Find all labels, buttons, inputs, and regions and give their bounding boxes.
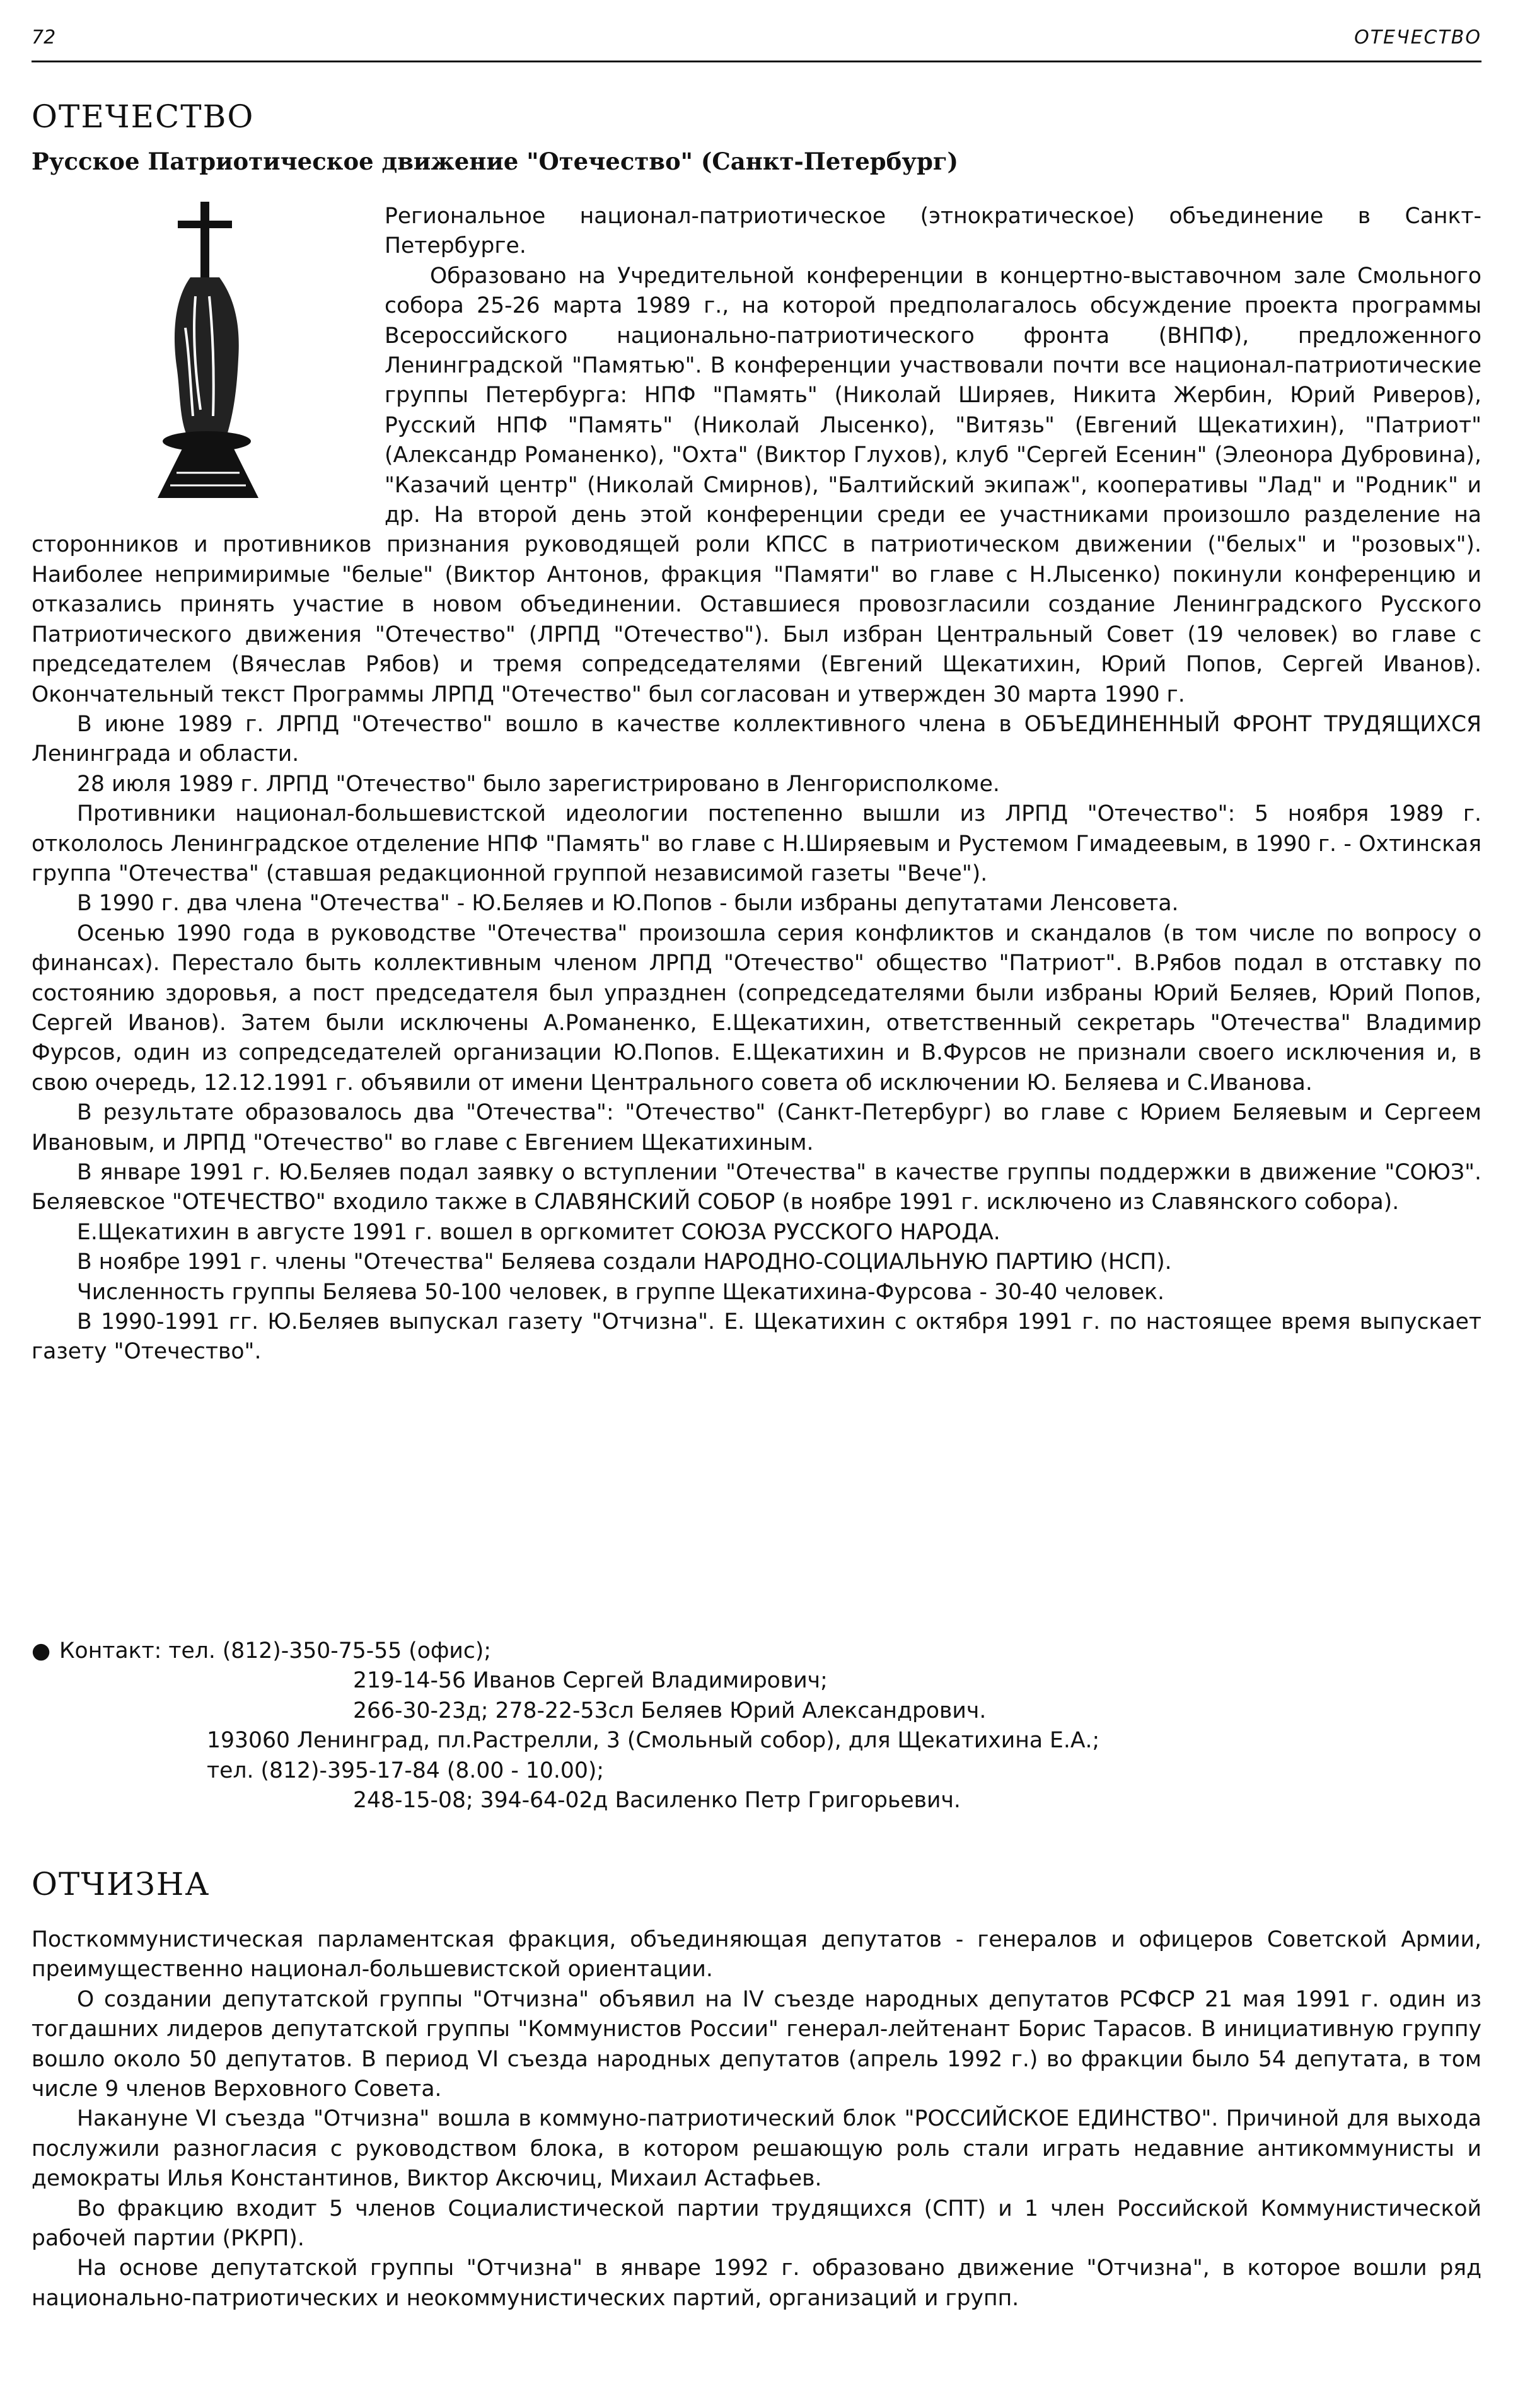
paragraph: Осенью 1990 года в руководстве "Отечества" произошла серия конфликтов и скандалов (в том числе по вопросу о финансах). Перестало быть коллективным членом ЛРПД "Отечество" общество "Патриот". В.Рябов подал в отставку по состоянию здоровья, а пост председателя был упразднен (сопредседателями были избраны Юрий Беляев, Юрий Попов, Сергей Иванов). Затем были исключены А.Романенко, Е.Щекатихин, ответственный секретарь "Отечества" Владимир Фурсов, один из сопредседателей организации Ю.Попов. Е.Щекатихин и В.Фурсов не признали своего исключения и, в свою очередь, 12.12.1991 г. объявили от имени Центрального совета об исключении Ю. Беляева и С.Иванова. bbox=[32, 920, 1481, 1096]
paragraph: В результате образовалось два "Отечества": "Отечество" (Санкт-Петербург) во главе с Юрием Беляевым и Сергеем Ивановым, и ЛРПД "Отечество" во главе с Евгением Щекатихиным. bbox=[32, 1100, 1481, 1155]
running-title: ОТЕЧЕСТВО bbox=[1354, 26, 1481, 49]
running-header bbox=[32, 23, 1481, 62]
contact-block bbox=[32, 1636, 1481, 1815]
paragraph: Противники национал-большевистской идеологии постепенно вышли из ЛРПД "Отечество": 5 ноября 1989 г. откололось Ленинградское отделение НПФ "Память" во главе с Н.Ширяевым и Рустемом Гимадеевым, в 1990 г. - Охтинская группа "Отечества" (ставшая редакционной группой независимой газеты "Вече"). bbox=[32, 801, 1481, 886]
paragraph: Численность группы Беляева 50-100 человек, в группе Щекатихина-Фурсова - 30-40 человек. bbox=[77, 1279, 1164, 1305]
article-title-otchizna: ОТЧИЗНА bbox=[32, 1866, 211, 1902]
bullet-icon: ● bbox=[32, 1638, 51, 1664]
page-number: 72 bbox=[32, 26, 56, 49]
paragraph: На основе депутатской группы "Отчизна" в январе 1992 г. образовано движение "Отчизна", в которое вошли ряд национально-патриотических и неокоммунистических партий, организаций и групп. bbox=[32, 2255, 1481, 2311]
paragraph: В январе 1991 г. Ю.Беляев подал заявку о вступлении "Отечества" в качестве группы поддержки в движение "СОЮЗ". Беляевское "ОТЕЧЕСТВО" входило также в СЛАВЯНСКИЙ СОБОР (в ноябре 1991 г. исключено из Славянского собора). bbox=[32, 1160, 1481, 1215]
contact-line: 248-15-08; 394-64-02д Василенко Петр Григорьевич. bbox=[353, 1787, 961, 1813]
article-body-otchizna bbox=[32, 1925, 1481, 2313]
article-title-otechestvo: ОТЕЧЕСТВО bbox=[32, 98, 255, 135]
paragraph: Е.Щекатихин в августе 1991 г. вошел в оргкомитет СОЮЗА РУССКОГО НАРОДА. bbox=[77, 1219, 1000, 1245]
contact-line: 219-14-56 Иванов Сергей Владимирович; bbox=[353, 1668, 828, 1694]
paragraph: В ноябре 1991 г. члены "Отечества" Беляева создали НАРОДНО-СОЦИАЛЬНУЮ ПАРТИЮ (НСП). bbox=[77, 1249, 1172, 1275]
paragraph: Образовано на Учредительной конференции в концертно-выставочном зале Смольного собора 25-26 марта 1989 г., на которой предполагалось обсуждение проекта программы Всероссийского национально-патриотического фронта (ВНПФ), предложенного Ленинградской "Памятью". В конференции участвовали почти все национал-патриотические группы Петербурга: НПФ "Память" (Николай Ширяев, Никита Жербин, Юрий Риверов), Русский НПФ "Память" (Николай Лысенко), "Витязь" (Евгений Щекатихин), "Патриот" (Александр Романенко), "Охта" (Виктор Глухов), клуб "Сергей Есенин" (Элеонора Дубровина), "Казачий центр" (Николай Смирнов), "Балтийский экипаж", кооперативы "Лад" и "Родник" и др. На второй день этой конференции среди ее участниками произошло разделение на сторонников и противников признания руководящей роли КПСС в патриотическом движении ("белых" и "розовых"). Наиболее непримиримые "белые" (Виктор Антонов, фракция "Памяти" во главе с Н.Лысенко) покинули конференцию и отказались принять участие в новом объединении. Оставшиеся провозгласили создание Ленинградского Русского Патриотического движения "Отечество" (ЛРПД "Отечество"). Был избран Центральный Совет (19 человек) во главе с председателем (Вячеслав Рябов) и тремя сопредседателями (Евгений Щекатихин, Юрий Попов, Сергей Иванов). Окончательный текст Программы ЛРПД "Отечество" был согласован и утвержден 30 марта 1990 г. bbox=[32, 263, 1481, 707]
paragraph: Накануне VI съезда "Отчизна" вошла в коммуно-патриотический блок "РОССИЙСКОЕ ЕДИНСТВО". Причиной для выхода послужили разногласия с руководством блока, в котором решающую роль стали играть недавние антикоммунисты и демократы Илья Константинов, Виктор Аксючиц, Михаил Астафьев. bbox=[32, 2106, 1481, 2192]
contact-line: 193060 Ленинград, пл.Растрелли, 3 (Смольный собор), для Щекатихина Е.А.; bbox=[207, 1728, 1100, 1754]
paragraph: Региональное национал-патриотическое (этнократическое) объединение в Санкт-Петербурге. bbox=[385, 204, 1481, 259]
emblem-spacer bbox=[32, 202, 385, 530]
paragraph: 28 июля 1989 г. ЛРПД "Отечество" было зарегистрировано в Ленгорисполкоме. bbox=[77, 771, 1000, 797]
paragraph: В июне 1989 г. ЛРПД "Отечество" вошло в качестве коллективного члена в ОБЪЕДИНЕННЫЙ ФРОНТ ТРУДЯЩИХСЯ Ленинграда и области. bbox=[32, 711, 1481, 767]
paragraph: Во фракцию входит 5 членов Социалистической партии трудящихся (СПТ) и 1 член Российской Коммунистической рабочей партии (РКРП). bbox=[32, 2196, 1481, 2252]
article-subtitle: Русское Патриотическое движение "Отечество" (Санкт-Петербург) bbox=[32, 148, 959, 175]
article-body-otechestvo bbox=[32, 202, 1481, 1367]
contact-line: ● Контакт: тел. (812)-350-75-55 (офис); bbox=[32, 1636, 1481, 1666]
contact-line: 266-30-23д; 278-22-53сл Беляев Юрий Александрович. bbox=[353, 1698, 987, 1723]
paragraph: Посткоммунистическая парламентская фракция, объединяющая депутатов - генералов и офицеров Советской Армии, преимущественно национал-большевистской ориентации. bbox=[32, 1927, 1481, 1983]
contact-line: тел. (812)-395-17-84 (8.00 - 10.00); bbox=[207, 1757, 604, 1783]
paragraph: В 1990-1991 гг. Ю.Беляев выпускал газету "Отчизна". Е. Щекатихин с октября 1991 г. по настоящее время выпускает газету "Отечество". bbox=[32, 1309, 1481, 1365]
paragraph: О создании депутатской группы "Отчизна" объявил на IV съезде народных депутатов РСФСР 21 мая 1991 г. один из тогдашних лидеров депутатской группы "Коммунистов России" генерал-лейтенант Борис Тарасов. В инициативную группу вошло около 50 депутатов. В период VI съезда народных депутатов (апрель 1992 г.) во фракции было 54 депутата, в том числе 9 членов Верховного Совета. bbox=[32, 1986, 1481, 2102]
paragraph: В 1990 г. два члена "Отечества" - Ю.Беляев и Ю.Попов - были избраны депутатами Ленсовета. bbox=[77, 891, 1179, 917]
